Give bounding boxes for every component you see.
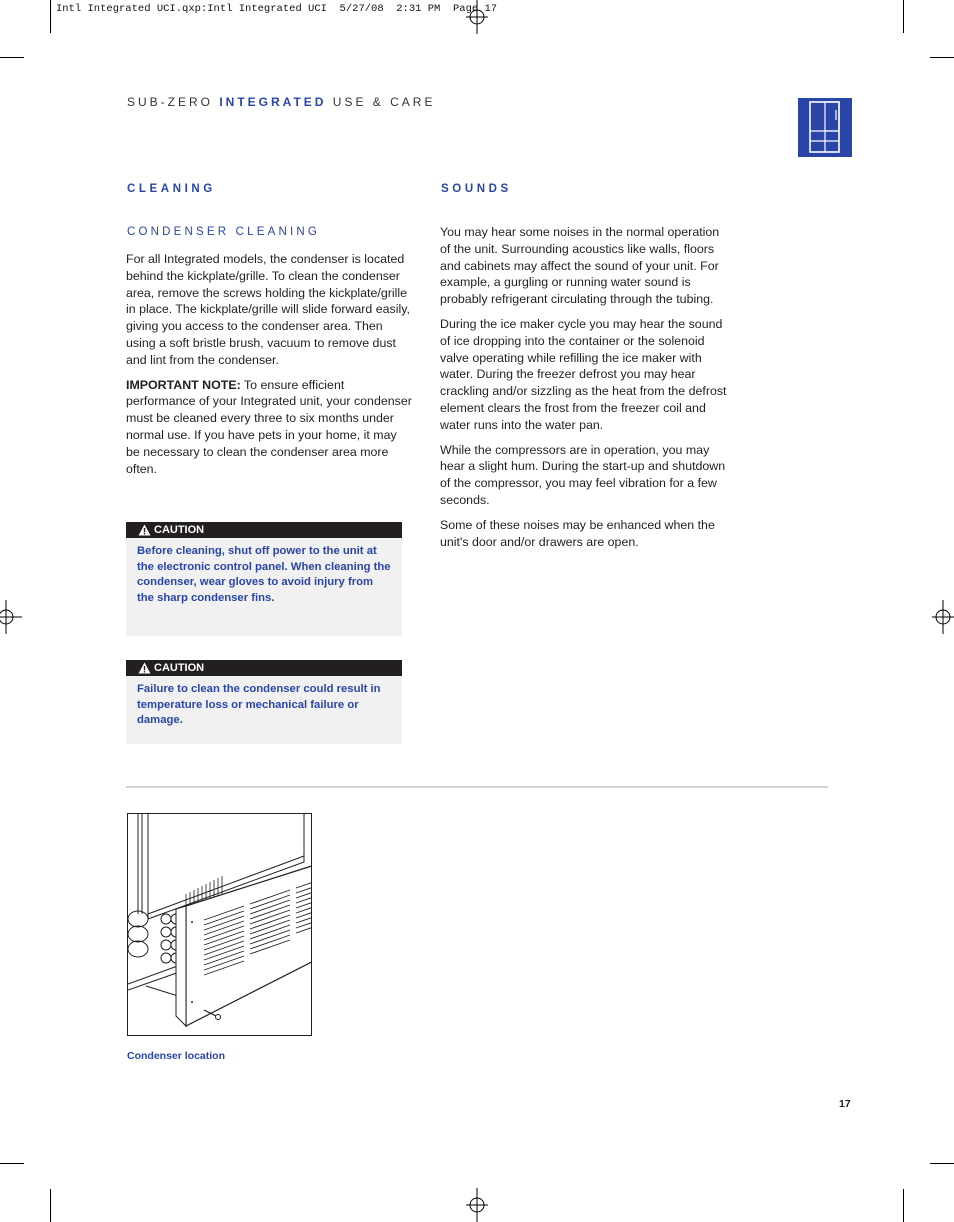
caution-text: Failure to clean the condenser could result in temperature loss or mechanical failure or damage. [137, 683, 381, 726]
registration-mark-icon [466, 1188, 488, 1222]
caution-label: CAUTION [154, 662, 205, 674]
page-number: 17 [839, 1098, 851, 1110]
important-note-text: To ensure efficient performance of your Integrated unit, your condenser must be cleaned every three to six months under normal use. If you have pets in your home, it may be necessary to clean the condenser area more often. [126, 377, 412, 476]
important-note-label: IMPORTANT NOTE: [126, 377, 241, 392]
header-suffix: USE & CARE [326, 95, 436, 109]
crop-mark [0, 1163, 24, 1164]
page-header [127, 95, 435, 109]
sounds-heading: SOUNDS [441, 183, 512, 195]
warning-triangle-icon [138, 524, 151, 536]
crop-mark [903, 0, 904, 33]
sounds-body [440, 224, 730, 558]
cleaning-body [126, 251, 413, 485]
caution-text: Before cleaning, shut off power to the unit at the electronic control panel. When cleaning the condenser, wear gloves to avoid injury from the sharp condenser fins. [137, 545, 391, 604]
crop-mark [50, 0, 51, 33]
header-brand: INTEGRATED [219, 95, 327, 109]
important-note [126, 377, 413, 478]
header-prefix: SUB-ZERO [127, 95, 220, 109]
sounds-paragraph: Some of these noises may be enhanced when the unit's door and/or drawers are open. [440, 517, 715, 549]
warning-triangle-icon [138, 662, 151, 674]
crop-mark [930, 57, 954, 58]
sounds-paragraph: During the ice maker cycle you may hear the sound of ice dropping into the container or the solenoid valve operating while refilling the ice maker with water. During the freezer defrost you may hear crackling and/or sizzling as the heat from the defrost element clears the frost from the freezer coil and water runs into the water pan. [440, 316, 727, 432]
condenser-drawing [128, 814, 311, 1035]
caution-box-power [126, 522, 402, 636]
sounds-paragraph: While the compressors are in operation, you may hear a slight hum. During the start-up and shutdown of the compressor, you may feel vibration for a few seconds. [440, 442, 726, 507]
condenser-illustration [127, 813, 312, 1036]
caution-bar [126, 522, 402, 538]
section-divider [126, 786, 828, 788]
registration-mark-icon [932, 600, 954, 634]
caution-bar [126, 660, 402, 676]
print-slug: Intl Integrated UCI.qxp:Intl Integrated UCI 5/27/08 2:31 PM Page 17 [56, 3, 498, 15]
cleaning-heading: CLEANING [127, 183, 216, 195]
crop-mark [0, 57, 24, 58]
crop-mark [930, 1163, 954, 1164]
caution-label: CAUTION [154, 524, 205, 536]
figure-caption: Condenser location [127, 1050, 226, 1062]
registration-mark-icon [466, 0, 488, 34]
refrigerator-logo-icon [798, 98, 852, 157]
caution-box-maintenance [126, 660, 402, 744]
condenser-cleaning-subheading: CONDENSER CLEANING [127, 226, 321, 238]
cleaning-paragraph: For all Integrated models, the condenser is located behind the kickplate/grille. To clean the condenser area, remove the screws holding the kickplate/grille in place. The kickplate/grille will slide forward easily, giving you access to the condenser area. Then using a soft bristle brush, vacuum to remove dust and lint from the condenser. [126, 252, 410, 367]
crop-mark [50, 1189, 51, 1222]
crop-mark [903, 1189, 904, 1222]
sounds-paragraph: You may hear some noises in the normal operation of the unit. Surrounding acoustics like walls, floors and cabinets may affect the sound of your unit. For example, a gurgling or running water sound is probably refrigerant circulating through the tubing. [440, 225, 720, 307]
registration-mark-icon [0, 600, 22, 634]
